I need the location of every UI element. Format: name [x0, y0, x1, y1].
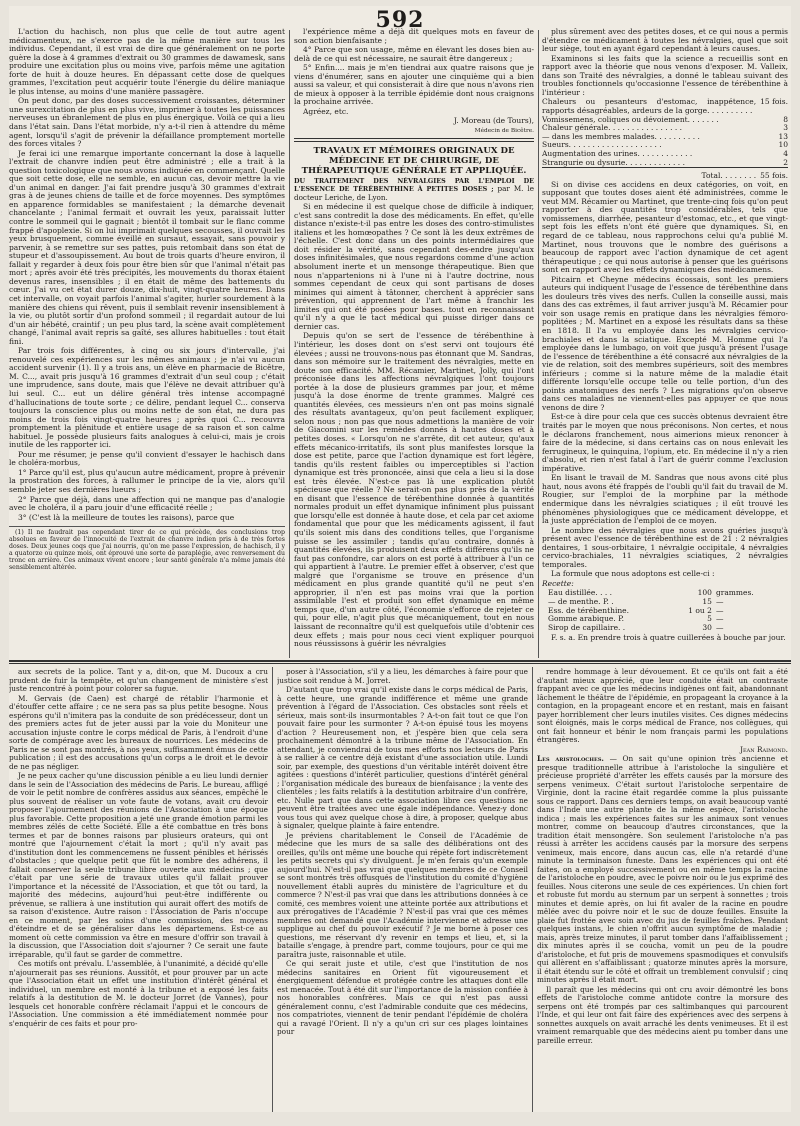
paragraph: En lisant le travail de M. Sandras que nous avons cité plus haut, nous avons été frappés de l'oubli qu'il fait du travail de M. Rougier, sur l'emploi de la morphine par la méthode endermique dans les névralgies sciatiques ; il eût trouvé les phénomènes physiologiques que ce médicament développe, et la juste appréciation de l'emploi de ce moyen. [542, 473, 788, 526]
formula-unit: — [715, 597, 724, 607]
article-title-heading: DU TRAITEMENT DES NÉVRALGIES PAR L'EMPLOI DE L'ESSENCE DE TÉRÉBENTHINE À PETITES DOSES ; [294, 176, 534, 194]
symptom-label: Chaleur générale. . . . . . . . . . . . . . . . [542, 123, 682, 133]
formula-unit: — [715, 605, 724, 615]
paragraph: Je ne peux cacher qu'une discussion pénible a eu lieu lundi dernier dans le sein de l'Association des médecins de Paris. Le bureau, affligé de voir le petit nombre de confrères assidus aux séances, empêché le plus souvent de réaliser un vote faute de votans, avait cru devoir proposer l'ajournement des réunions de l'Association à une époque plus favorable. Cette proposition a jeté une grande émotion parmi les membres zélés de cette Société. Elle a été combattue en très bons termes et par de bonnes raisons par plusieurs orateurs, qui ont montré que l'ajournement c'était la mort ; qu'il n'y avait pas d'institution dont les commencemens ne fussent pénibles et hérissés d'obstacles ; que quelque petit que fût le nombre des adhérens, il fallait conserver la seule tribune libre ouverte aux médecins ; que c'était par une série de travaux utiles qu'il fallait prouver l'importance et la nécessité de l'Association, et que tôt ou tard, la majorité des médecins, aujourd'hui peut-être indifférente ou prévenue, se ralliera à une institution qui aurait offert des motifs de sa raison d'existence. Autre raison : l'Association de Paris n'occupe en ce moment, par les soins d'une commission, des moyens d'éteindre et de se généraliser dans les départemens. Est-ce au moment où cette commission va être en mesure d'offrir son travail à la discussion, que l'Association doit s'ajourner ? Ce serait une faute irréparable, qu'il faut se garder de commettre. [9, 771, 268, 959]
formula-unit: — [715, 622, 724, 632]
paragraph: Pour me résumer, je pense qu'il convient d'essayer le hachisch dans le choléra-morbus, [9, 449, 285, 468]
paragraph: Si en médecine il est quelque chose de difficile à indiquer, c'est sans contredit la dose des médicaments. En effet, qu'elle distance n'existe-t-il pas entre les doses des contro-stimulistes italiens et les homœopathes ? Ce sont là les deux extrêmes de l'échelle. C'est donc dans un des points intermédiaires que doit résider la vérité, sans cependant des-endre jusqu'aux doses infinitésimales, que nous regardons comme d'une action absolument inerte et un mensonge thérapeutique. Bien que nous n'appartenions ni à l'une ni à l'autre doctrine, nous sommes cependant de ceux qui sont partisans de doses minimes qui aiment à tâtonner, cherchent à apprécier sans prévention, qui apprennent de l'art même à franchir les limites qui ont été posées pour bases. tout en reconnaissant qu'il n'y a que le tact médical qui puisse diriger dans ce dernier cas. [294, 202, 534, 331]
formula-name: Ess. de térébenthine. [548, 605, 630, 615]
letter-signature: J. Moreau (de Tours), [453, 116, 534, 126]
formula-amount: 1 ou 2 [688, 605, 712, 615]
table-total-row [542, 169, 788, 181]
signature-title: Médecin de Bicêtre. [474, 128, 534, 135]
paragraph-group [537, 668, 788, 745]
total-value: 55 fois. [760, 171, 788, 181]
formula-name: Gomme arabique. P. [548, 614, 625, 624]
symptom-label: — dans les membres malades. . . . . . . . . . [542, 131, 700, 141]
column-terebenthine-article [294, 28, 534, 658]
section-title: TRAVAUX ET MÉMOIRES ORIGINAUX DE MÉDECINE ET DE CHIRURGIE, DE THÉRAPEUTIQUE GÉNÉRALE ET APPLIQUÉE. [301, 145, 527, 176]
formula-name: Eau distillée. . . . [548, 588, 612, 598]
paragraph: Depuis qu'on se sert de l'essence de térébenthine à l'intérieur, les doses dont on s'est servi ont toujours été élevées ; aussi ne trouvons-nous pas étonnant que M. Sandras, dans son mémoire sur le traitement des névralgies, mette en doute son efficacité. MM. Récamier, Martinet, Jolly, qui l'ont préconisée dans les affections névralgiques l'ont toujours portée à la dose de plusieurs grammes par jour, et même jusqu'à la dose énorme de trente grammes. Malgré ces quantités élevées, ces messieurs n'en ont pas moins signalé des résultats avantageux, qu'on peut facilement expliquer, selon nous ; non pas que nous admettions la manière de voir de Giacomini sur les remèdes donnés à hautes doses et à petites doses. « Lorsqu'on ne s'arrête, dit cet auteur, qu'aux effets mécanico-irritatifs, ils sont plus manifestes lorsque la dose est petite, parce que l'action dynamique est fort légère, tandis qu'ils restent faibles ou imperceptibles si l'action dynamique est très prononcée, ainsi que cela a lieu si la dose est très élevée. N'est-ce pas là une explication plutôt spécieuse que réelle ? Ne serait-on pas plus près de la vérité en disant que l'essence de térébenthine donnée à quantités normales produit un effet dynamique infiniment plus puissant que lorsqu'elle est donnée à haute dose, et cela par cet axiome fondamental que pour que les médicaments agissent, il faut qu'ils soient mis dans des conditions telles, que l'organisme puisse se les assimiler ; tandis qu'au contraire, donnés à quantités élevées, ils produisent deux effets différens qu'ils ne faut pas confondre, car alors on est porté à attribuer à l'un ce qui appartient à l'autre. Le premier effet à observer, c'est que malgré que l'organisme se trouve en présence d'un médicament en plus grande quantité qu'il ne peut s'en approprier, il n'en est pas moins vrai que la portion assimilable l'est et produit son effet dynamique en même temps que, d'un autre côté, l'économie s'efforce de rejeter ce qui, pour elle, n'agit plus que mécaniquement, tout en nous laissant de reconnaître qu'il est quelquefois utile d'obtenir ces deux effets ; mais pour nous ceci vient expliquer pourquoi nous réussissons à guérir les névralgies [294, 331, 534, 649]
symptom-count: 13 [778, 131, 788, 141]
symptom-count: 2 [783, 157, 788, 167]
paragraph-body: — On sait qu'une opinion très ancienne et presque traditionnelle attribue à l'aristoloche la singulière et précieuse propriété d'arrêter les effets causés par la morsure des serpens venimeux. C'était surtout l'aristoloche serpentaire de Virginie, dont la racine était regardée comme la plus puissante sous ce rapport. Dans ces derniers temps, on avait beaucoup vanté dans l'Inde une autre plante de la même espèce, l'aristoloche indica ; mais les expériences faites sur les animaux sont venues montrer, comme on beaucoup d'autres circonstances, que la tradition était mensongère. Son seulement l'aristoloche n'a pas réussi à arrêter les accidens causés par la morsure des serpens venimeux, mais encore, dans aucun cas, elle n'a retardé d'une minute la terminaison funeste. Dans les expériences qui ont été faites, on a employé successivement ou en même temps la racine de l'aristoloche en poudre, avec le poivre noir ou le jus exprimé des feuilles. Nous citerons une seule de ces expériences. Un chien fort et robuste fut mordu au sternum par un serpent à sonnettes ; trois minutes et demie après, on lui fit avaler de la racine en poudre mêlée avec du poivre noir et le suc de douze feuilles. Ensuite la plaie fut frottée avec soin avec du jus de feuilles fraîches. Pendant quelques instans, le chien n'offrit aucun symptôme de maladie ; mais, après treize minutes, il parut tomber dans l'affaiblissement ; dix minutes après il se coucha, vomit un peu de la poudre d'aristoloche, et fut pris de mouvemens spasmodiques et convulsifs qui allèrent en s'affaiblissant ; quatorze minutes après la morsure, il était étendu sur le côté et offrait un tremblement convulsif ; cinq minutes après il était mort. [537, 754, 788, 984]
paragraph: l'expérience même a déjà dit quelques mots en faveur de son action bienfaisante ; [294, 28, 534, 45]
paragraph: poser à l'Association, s'il y a lieu, les démarches à faire pour que justice soit rendue à M. Jorret. [277, 668, 528, 685]
paragraph: Est-ce à dire pour cela que ces succès obtenus devraient être traités par le moyen que nous préconisons. Non certes, et nous le déclarons franchement, nous aimerions mieux renoncer à faire de la médecine, si dans certains cas on nous enlevait les ferrugineux, le quinquina, l'opium, etc. En médecine il n'y a rien d'absolu, et rien n'est fatal à l'art de guérir comme l'exclusion impérative. [542, 412, 788, 473]
paragraph: Agréez, etc. [303, 106, 349, 116]
column-divider [538, 30, 539, 658]
formula-amount: 5 [707, 614, 712, 624]
paragraph: D'autant que trop vrai qu'il existe dans le corps médical de Paris, à cette heure, une grande indifférence et même une grande prévention à l'égard de l'Association. Ces obstacles sont réels et sérieux, mais sont-ils insurmontables ? A-t-on fait tout ce que l'on pouvait faire pour les surmonter ? A-t-on épuisé tous les moyens d'action ? Heureusement non, et j'espère bien que cela sera prochainement démontré à la tribune même de l'Association. En attendant, je conviendrai de tous mes efforts nos lecteurs de Paris à se rallier à ce centre déjà existant d'une association utile. Lundi soir, par exemple, des questions d'un véritable intérêt doivent être agitées : questions d'intérêt particulier, questions d'intérêt général ; l'organisation médicale des bureaux de bienfaisance ; la vente des clientèles ; les faits relatifs à la destitution arbitraire d'un confrère, etc. Nulle part que dans cette association libre ces questions ne peuvent être traitées avec une égale indépendance. Venez-y donc vous tous qui avez quelque chose à dire, à proposer, quelque abus à signaler, quelque plainte à faire entendre. [277, 685, 528, 830]
paragraph: Le nombre des névralgies que nous avons guéries jusqu'à présent avec l'essence de térébenthine est de 21 : 2 névralgies dentaires, 1 sous-orbitaire, 1 névralgie occipitale, 4 névralgies cervico-brachiales, 11 névralgies sciatiques, 2 névralgies temporales. [542, 525, 788, 569]
paragraph-group [542, 181, 788, 579]
aristoloches-paragraph [537, 755, 788, 985]
paragraph: Si on divise ces accidens en deux catégories, on voit, en supposant que toutes doses aient été administrées, comme le veut MM. Récamier ou Martinet, que trente-cinq fois qu'on peut rapporter à des quantités trop considérables, tels que vomissemens, diarrhée, pesanteur d'estomac, etc., et que vingt-sept fois les effets n'ont été guère que dynamiques. Si, en regard de ce tableau, nous rapprochons celui qu'a publié M. Martinet, nous trouvons que le nombre des guérisons a beaucoup de rapport avec l'action dynamique de cet agent thérapeutique ; ce qui nous autorise à penser que les guérisons sont en rapport avec les effets dynamiques des médicamens. [542, 179, 788, 275]
section-rule [294, 138, 534, 142]
symptom-label: Strangurie ou dysurie. . . . . . . . . . . . . [542, 157, 685, 167]
footnote [9, 526, 285, 571]
table-row [542, 159, 788, 168]
paragraph: M. Gervais (de Caen) est chargé de rétablir l'harmonie et d'étouffer cette affaire ; ce ne sera pas sa plus petite besogne. Nous espérons qu'il n'imitera pas la conduite de son prédécesseur, dont un des premiers actes fut de jeter aussi par la voie du Moniteur une accusation injuste contre le corps médical de Paris, à l'endroit d'une sorte de compérage avec les bureaux de nourrices. Les médecins de Paris ne se sont pas montrés, à nos yeux, suffisamment émus de cette publication ; il est des accusations qu'un corps a le droit et le devoir de ne pas négliger. [9, 693, 268, 771]
column-divider [289, 30, 290, 658]
symptom-label: Augmentation des urines. . . . . . . . . . . . [542, 148, 693, 158]
paragraph-group [9, 668, 268, 1028]
symptom-label: Sueurs. . . . . . . . . . . . . . . . . . . . [542, 140, 662, 150]
column-divider [532, 667, 533, 1112]
article-title-author: par M. le docteur Leriche, de Lyon. [294, 184, 534, 202]
column-divider [272, 667, 273, 1112]
paragraph-group [542, 28, 788, 97]
paragraph: Ce qui serait juste et utile, c'est que l'institution de nos médecins sanitaires en Orient fût vigoureusement et énergiquement défendue et protégée contre les attaques dont elle est menacée. Tout à été dit sur l'importance de la mission confiée à nos honorables confrères. Mais ce qui n'est pas aussi généralement connu, c'est l'admirable conduite que ces médecins, nos compatriotes, viennent de tenir pendant l'épidémie de choléra qui a ravagé l'Orient. Il n'y a qu'un cri sur ces plages lointaines pour [277, 959, 528, 1036]
paragraph: rendre hommage à leur dévouement. Et ce qu'ils ont fait a été d'autant mieux apprécié, que leur conduite était un contraste frappant avec ce que les médecins indigènes ont fait, abandonnant lâchement le théâtre de l'épidémie, en propageant la croyance à la contagion, en la propageant encore et en restant, mais en faisant payer horriblement cher leurs inutiles visites. Ces dignes médecins sont éloignés, mais le corps médical de France, nos collègues, qui ont fait honneur et bénir le nom français parmi les populations étrangères. [537, 668, 788, 744]
formula-row [548, 624, 774, 633]
paragraph-group [294, 203, 534, 648]
article-title [294, 177, 534, 203]
column-feuilleton-1 [9, 668, 268, 1112]
author-signature: Jean Raimond. [740, 744, 788, 754]
total-label: Total. . . . . . . . [701, 171, 757, 181]
symptom-count: 15 fois. [760, 97, 788, 107]
paragraph-group [294, 28, 534, 116]
formula-amount: 30 [702, 622, 712, 632]
table-row [542, 98, 788, 115]
paragraph: 4° Parce que son usage, même en élevant les doses bien au-delà de ce qui est nécessaire, ne saurait être dangereux ; [294, 45, 534, 63]
paragraph: Il paraît que les médecins qui ont cru avoir démontré les bons effets de l'aristoloche comme antidote contre la morsure des serpens ont été trompés par ces saltimbanques qui parcourent l'Inde, et qui leur ont fait faire des expériences avec des serpens à sonnettes auxquels on avait arraché les dents venimeuses. Et il est vraiment remarquable que des médecins aient pu tomber dans une pareille erreur. [537, 984, 788, 1045]
paragraph: plus sûrement avec des petites doses, et ce qui nous a permis d'étendre ce médicament à toutes les névralgies, quel que soit leur siège, tout en ayant égard cependant à leurs causes. [542, 28, 788, 54]
column-feuilleton-3 [537, 668, 788, 1112]
formula-table [548, 589, 774, 632]
symptom-label: Vomissemens, coliques ou dévoiement. . . . . . . [542, 114, 719, 124]
newspaper-page [9, 6, 791, 1112]
paragraph: L'action du hachisch, non plus que celle de tout autre agent médicamenteux, ne s'exerce pas de la même manière sur tous les individus. Cependant, il est vrai de dire que généralement on ne porte guère la dose à 4 grammes d'extrait ou 30 grammes de dawamesk, sans produire une excitation plus ou moins vive, parfois même une agitation forte de huit à douze heures. En dépassant cette dose de quelques grammes, l'excitation peut acquérir toute l'énergie du délire maniaque le plus intense, au moins d'une manière passagère. [9, 28, 285, 96]
formula-name: — de menthe. P. . [548, 597, 614, 607]
formula-amount: 100 [697, 588, 712, 598]
paragraph-group [9, 28, 285, 522]
symptom-count: 4 [783, 148, 788, 158]
paragraph: Je ferai ici une remarque importante concernant la dose à laquelle l'extrait de chanvre indien peut être administré ; elle a trait à la question toxicologique que nous avons indiquée en commençant. Quelle que soit cette dose, elle ne semble, en aucun cas, devoir mettre la vie d'un animal en danger. J'ai fait prendre jusqu'à 30 grammes d'extrait gras à de jeunes chiens de taille et de force moyennes. Des symptômes en apparence formidables se manifestaient ; la démarche devenait chancelante ; l'animal fermait et ouvrait les yeux, paraissait lutter contre le sommeil qui le gagnait ; bientôt il tombait sur le flanc comme frappé d'apoplexie. Si on lui imprimait quelques secousses, il ouvrait les yeux brusquement, comme éveillé en sursaut, essayait, sans pouvoir y parvenir, à se remettre sur ses pattes, puis retombait dans son état de stupeur et d'assoupissement. Au bout de trois quarts d'heure environ, il fallait y regarder à deux fois pour être bien sûr que l'animal n'était pas mort ; après avoir été très précipités, les mouvements du thorax étaient devenus rares, insensibles ; il en était de même des battements du cœur. J'ai vu cet état durer douze, dix-huit, vingt-quatre heures. Dans cet intervalle, on voyait parfois l'animal s'agiter, hurler sourdement à la manière des chiens qui rêvent, puis il semblait revenir insensiblement à la vie, ou plutôt sortir d'un profond sommeil ; il regardait autour de lui d'un air hébété, craintif ; un peu plus tard, la scène avait complètement changé, l'animal avait repris sa gaîté, ses allures habituelles : tout était fini. [9, 148, 285, 346]
paragraph: Je préviens charitablement le Conseil de l'Académie de médecine que les murs de sa salle des délibérations ont des oreilles, qu'ils ont même une bouche qui répète fort indiscrètement les petits secrets qui s'y divulguent. Je m'en ferais qu'un exemple aujourd'hui. N'est-il pas vrai que quelques membres de ce Conseil se sont montrés très offusqués de l'institution du comité d'hygiène nouvellement établi auprès du ministère de l'agriculture et du commerce ? N'est-il pas vrai que dans les attributions données à ce comité, ces membres voient une atteinte portée aux attributions et aux prérogatives de l'Académie ? N'est-il pas vrai que ces mêmes membres ont demandé que l'Académie intervienne et adresse une supplique au chef du pouvoir exécutif ? Je me borne à poser ces questions, me réservant d'y revenir en temps et lieu, et, si la bataille s'engage, à prendre part, comme toujours, pour ce qui me paraîtra juste, raisonnable et utile. [277, 830, 528, 959]
formula-heading: Recette: [542, 578, 574, 588]
column-hachisch-letter [9, 28, 285, 658]
horizontal-rule [9, 660, 791, 662]
paragraph: La formule que nous adoptons est celle-ci : [551, 569, 715, 579]
column-terebenthine-continued [542, 28, 788, 658]
symptom-label: Chaleurs ou pesanteurs d'estomac, inappétence, rapports désagréables, ardeurs de la gorge. . . . . . . . . . [542, 97, 757, 115]
formula-name: Sirop de capillaire. . [548, 622, 626, 632]
paragraph: 1° Parce qu'il est, plus qu'aucun autre médicament, propre à prévenir la prostration des forces, à rallumer le principe de la vie, alors qu'il semble jeter ses dernières lueurs ; [9, 467, 285, 494]
paragraph: Par trois fois différentes, à cinq ou six jours d'intervalle, j'ai renouvelé ces expériences sur les mêmes animaux ; je n'ai vu aucun accident survenir (1). Il y a trois ans, un élève en pharmacie de Bicêtre, M. C..., avait pris jusqu'à 16 grammes d'extrait d'un seul coup ; c'était une imprudence, sans doute, mais que l'élève ne devait attribuer qu'à lui seul. C... eut un délire général très intense accompagné d'hallucinations de toute sorte ; ce délire, pendant lequel C... conserva toujours la conscience plus ou moins nette de son état, ne dura pas moins de trois fois vingt-quatre heures ; après quoi C... recouvra promptement la plénitude et entière usage de sa raison et son calme habituel. Je possède plusieurs faits analogues à celui-ci, mais je crois inutile de les rapporter ici. [9, 346, 285, 450]
paragraph: 3° (C'est là la meilleure de toutes les raisons), parce que [18, 512, 235, 522]
paragraph: aux secrets de la police. Tant y a, dit-on, que M. Ducoux a cru prudent de fuir la tempête, et qu'un changement de ministère s'est juste rencontré à point pour colorer sa fugue. [9, 668, 268, 693]
paragraph: 5° Enfin.... mais je m'en tiendrai aux quatre raisons que je viens d'énumérer, sans en ajouter une cinquième qui a bien aussi sa valeur, et qui consisterait à dire que nous n'avons rien de mieux à opposer à la terrible épidémie dont nous craignons la prochaine arrivée. [294, 63, 534, 107]
formula-unit: grammes. [715, 588, 754, 598]
paragraph: Pitcairn et Cheyne médecins écossais, sont les premiers auteurs qui indiquent l'usage de l'essence de térébenthine dans les douleurs très vives des nerfs. Cullen la conseille aussi, mais dans des cas extrêmes, il faut arriver jusqu'à M. Récamier pour voir son usage remis en pratique dans les névralgies fémoro-poplitées ; M. Martinet en a exposé les résultats dans sa thèse en 1818. Il l'a vu employée dans les névralgies cervico-brachiales et dans la sciatique. Excepté M. Homme qui l'a employée dans le lumbago, on voit que jusqu'à présent l'usage de l'essence de térébenthine a été consacré aux névralgies de la vie de relation, soit des membres supérieurs, soit des membres inférieurs ; comme si la nature même de la maladie était différente lorsqu'elle occupe telle ou telle portion, d'un des points anatomiques des nerfs ? Les migrations qu'on observe dans ces maladies ne viennent-elles pas appuyer ce que nous venons de dire ? [542, 274, 788, 412]
paragraph-group [277, 668, 528, 1037]
formula-amount: 15 [702, 597, 712, 607]
column-feuilleton-2 [277, 668, 528, 1112]
symptom-table [542, 98, 788, 180]
symptom-count: 3 [783, 123, 788, 133]
formula-instructions: F. s. a. En prendre trois à quatre cuillerées à bouche par jour. [551, 633, 786, 643]
paragraph: Ces motifs ont prévalu. L'assemblée, à l'unanimité, a décidé qu'elle n'ajournerait pas ses réunions. Aussitôt, et pour prouver par un acte que l'Association était un effet une institution d'intérêt général et individuel, un membre est monté à la tribune et a exposé les faits relatifs à la destitution de M. le docteur Jorret (de Vannes), pour lesquels cet honorable confrère réclamait l'appui et le concours de l'Association. Une commission a été immédiatement nommée pour s'enquérir de ces faits et pour pro- [9, 959, 268, 1028]
horizontal-rule [9, 663, 791, 664]
formula-unit: — [715, 614, 724, 624]
paragraph: Examinons si les faits que la science a recueillis sont en rapport avec la théorie que nous venons d'exposer. M. Valleix, dans son Traité des névralgies, a donné le tableau suivant des troubles fonctionnels qu'occasionne l'essence de térébenthine à l'intérieur : [542, 53, 788, 97]
paragraph: On peut donc, par des doses successivement croissantes, déterminer une surexcitation de plus en plus vive, imprimer à toutes les puissances nerveuses un ébranlement de plus en plus énergique. Voilà ce qui a lieu dans l'état sain. Dans l'état morbide, n'y a-t-il rien à attendre du même agent, lorsqu'il s'agit de prévenir la défaillance promptement mortelle des forces vitales ? [9, 96, 285, 149]
footnote-text: (1) Il ne faudrait pas cependant tirer de ce qui précède, des conclusions trop absolues en faveur de l'innocuité de l'extrait de chanvre indien pris à de très fortes doses. Deux jeunes coqs que j'ai nourris, qu'on me passe l'expression, de hachisch, il y a quatorze ou quinze mois, ont éprouvé une sorte de paraplégie, avec renversement du tronc en arrière. Ces animaux vivent encore ; leur santé générale n'a même jamais été sensiblement altérée. [9, 529, 285, 572]
symptom-count: 8 [783, 114, 788, 124]
page-number: 592 [375, 7, 425, 33]
paragraph-lead: Les aristoloches. [537, 754, 604, 763]
symptom-count: 10 [778, 140, 788, 150]
paragraph: 2° Parce que déjà, dans une affection qui ne manque pas d'analogie avec le choléra, il a paru jouir d'une efficacité réelle ; [9, 494, 285, 513]
